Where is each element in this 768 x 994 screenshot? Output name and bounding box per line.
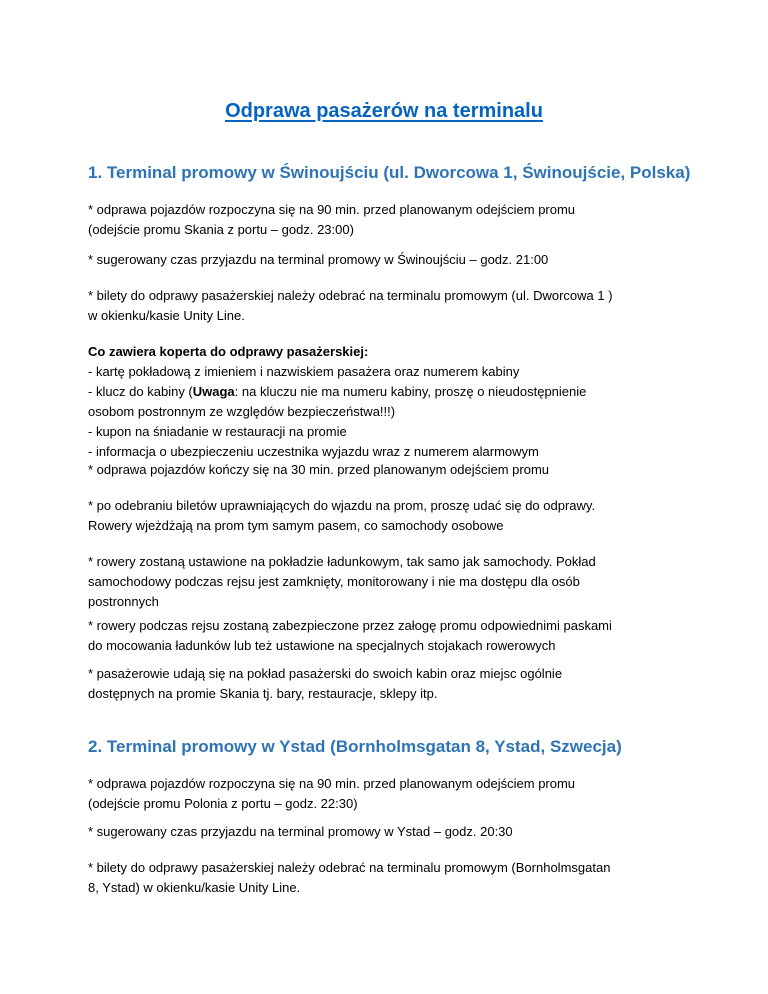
paragraph-bikes-cargo-deck	[88, 552, 688, 612]
paragraph-ticket-pickup	[88, 286, 688, 326]
envelope-contents-block	[88, 342, 688, 462]
paragraph-ystad-vehicle-checkin-start	[88, 774, 688, 814]
envelope-item-boarding-card: - kartę pokładową z imieniem i nazwiskiem pasażera oraz numerem kabiny	[88, 364, 520, 379]
paragraph-ystad-ticket-pickup	[88, 858, 688, 898]
text-line: dostępnych na promie Skania tj. bary, restauracje, sklepy itp.	[88, 686, 438, 701]
text-line: * po odebraniu biletów uprawniających do wjazdu na prom, proszę udać się do odprawy.	[88, 498, 596, 513]
text-line: * rowery podczas rejsu zostaną zabezpieczone przez załogę promu odpowiednimi paskami	[88, 618, 612, 633]
paragraph-vehicle-checkin-start	[88, 200, 688, 240]
paragraph-bikes-secured	[88, 616, 688, 656]
text-line: samochodowy podczas rejsu jest zamknięty, monitorowany i nie ma dostępu dla osób	[88, 574, 580, 589]
text-line: * odprawa pojazdów kończy się na 30 min. przed planowanym odejściem promu	[88, 462, 550, 477]
text-line: (odejście promu Skania z portu – godz. 23:00)	[88, 222, 354, 237]
paragraph-vehicle-checkin-end	[88, 460, 688, 480]
text-line: (odejście promu Polonia z portu – godz. 22:30)	[88, 796, 358, 811]
paragraph-suggested-arrival	[88, 250, 688, 270]
text-line: * bilety do odprawy pasażerskiej należy odebrać na terminalu promowym (Bornholmsgatan	[88, 860, 611, 875]
envelope-item-breakfast: - kupon na śniadanie w restauracji na promie	[88, 424, 347, 439]
text-line: * odprawa pojazdów rozpoczyna się na 90 min. przed planowanym odejściem promu	[88, 776, 576, 791]
envelope-item-cabin-key	[88, 382, 688, 402]
text-line: 8, Ystad) w okienku/kasie Unity Line.	[88, 880, 301, 895]
text-line: * bilety do odprawy pasażerskiej należy odebrać na terminalu promowym (ul. Dworcowa 1 )	[88, 288, 613, 303]
text-line: * pasażerowie udają się na pokład pasażerski do swoich kabin oraz miejsc ogólnie	[88, 666, 563, 681]
text-line: postronnych	[88, 594, 159, 609]
text-line: w okienku/kasie Unity Line.	[88, 308, 245, 323]
warning-label: Uwaga	[192, 384, 235, 399]
text-line: * rowery zostaną ustawione na pokładzie ładunkowym, tak samo jak samochody. Pokład	[88, 554, 596, 569]
envelope-item-insurance: - informacja o ubezpieczeniu uczestnika wyjazdu wraz z numerem alarmowym	[88, 444, 539, 459]
cabin-key-warning: : na kluczu nie ma numeru kabiny, proszę o nieudostępnienie	[234, 384, 587, 399]
text-line: * odprawa pojazdów rozpoczyna się na 90 min. przed planowanym odejściem promu	[88, 202, 576, 217]
text-line: * sugerowany czas przyjazdu na terminal promowy w Ystad – godz. 20:30	[88, 824, 513, 839]
text-line: Rowery wjeżdżają na prom tym samym pasem, co samochody osobowe	[88, 518, 504, 533]
text-line: * sugerowany czas przyjazdu na terminal promowy w Świnoujściu – godz. 21:00	[88, 252, 549, 267]
paragraph-after-tickets	[88, 496, 688, 536]
document-title: Odprawa pasażerów na terminalu	[225, 100, 543, 122]
envelope-heading: Co zawiera koperta do odprawy pasażerskiej:	[88, 344, 369, 359]
text-line: do mocowania ładunków lub też ustawione na specjalnych stojakach rowerowych	[88, 638, 556, 653]
paragraph-ystad-suggested-arrival	[88, 822, 688, 842]
cabin-key-prefix: - klucz do kabiny (	[88, 384, 193, 399]
envelope-item-cabin-key-cont: osobom postronnym ze względów bezpieczeństwa!!!)	[88, 404, 396, 419]
section-heading-swinoujscie: 1. Terminal promowy w Świnoujściu (ul. Dworcowa 1, Świnoujście, Polska)	[88, 163, 691, 182]
paragraph-passengers-deck	[88, 664, 688, 704]
section-heading-ystad: 2. Terminal promowy w Ystad (Bornholmsgatan 8, Ystad, Szwecja)	[88, 737, 622, 756]
